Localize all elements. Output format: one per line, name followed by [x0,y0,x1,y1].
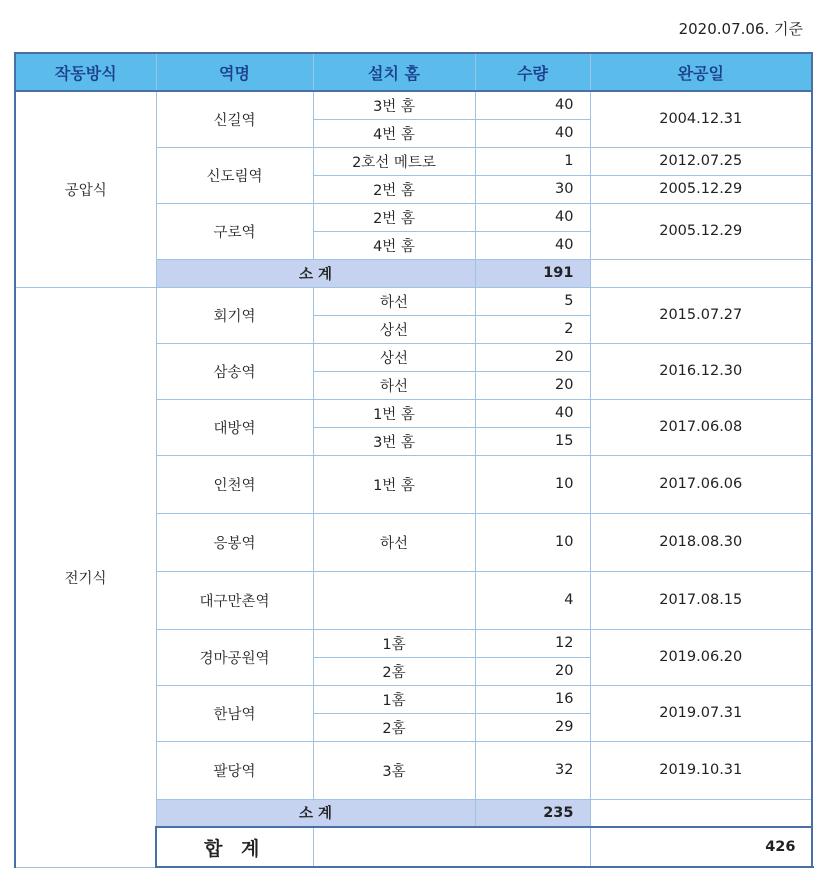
platform-cell: 2호선 메트로 [313,147,475,175]
quantity-cell: 15 [475,427,590,455]
date-cell: 2019.07.31 [590,685,812,741]
quantity-cell: 29 [475,713,590,741]
date-cell: 2017.08.15 [590,571,812,629]
installation-table [14,52,813,868]
station-name: 대방역 [156,399,313,455]
date-cell: 2005.12.29 [590,175,812,203]
platform-cell: 1홈 [313,629,475,657]
subtotal-empty-cell [590,799,812,827]
station-name: 인천역 [156,455,313,513]
header-platform: 설치 홈 [313,53,475,91]
quantity-cell: 10 [475,513,590,571]
station-name: 신길역 [156,91,313,147]
quantity-cell: 5 [475,287,590,315]
platform-cell: 하선 [313,513,475,571]
platform-cell: 2번 홈 [313,175,475,203]
date-cell: 2005.12.29 [590,203,812,259]
station-name: 경마공원역 [156,629,313,685]
platform-cell: 2번 홈 [313,203,475,231]
platform-cell: 하선 [313,371,475,399]
quantity-cell: 20 [475,657,590,685]
quantity-cell: 40 [475,231,590,259]
station-name: 한남역 [156,685,313,741]
platform-cell: 1번 홈 [313,399,475,427]
quantity-cell: 4 [475,571,590,629]
reference-date: 2020.07.06. 기준 [678,20,803,38]
quantity-cell: 32 [475,741,590,799]
station-name: 회기역 [156,287,313,343]
subtotal-empty-cell [590,259,812,287]
date-cell: 2016.12.30 [590,343,812,399]
quantity-cell: 40 [475,91,590,119]
header-method: 작동방식 [15,53,156,91]
subtotal-value: 191 [475,259,590,287]
platform-cell: 4번 홈 [313,231,475,259]
quantity-cell: 20 [475,343,590,371]
header-completion-date: 완공일 [590,53,812,91]
platform-cell: 상선 [313,343,475,371]
station-name: 신도림역 [156,147,313,203]
table-row [15,287,812,315]
date-cell: 2012.07.25 [590,147,812,175]
platform-cell: 3번 홈 [313,427,475,455]
platform-cell: 3홈 [313,741,475,799]
platform-cell: 상선 [313,315,475,343]
total-empty-cell [313,827,590,867]
station-name: 대구만촌역 [156,571,313,629]
table-row [15,91,812,119]
station-name: 삼송역 [156,343,313,399]
subtotal-label: 소 계 [156,799,475,827]
platform-cell: 1홈 [313,685,475,713]
platform-cell: 4번 홈 [313,119,475,147]
quantity-cell: 12 [475,629,590,657]
quantity-cell: 40 [475,399,590,427]
quantity-cell: 1 [475,147,590,175]
platform-cell: 1번 홈 [313,455,475,513]
date-cell: 2018.08.30 [590,513,812,571]
date-cell: 2004.12.31 [590,91,812,147]
subtotal-value: 235 [475,799,590,827]
platform-cell: 하선 [313,287,475,315]
header-quantity: 수량 [475,53,590,91]
quantity-cell: 2 [475,315,590,343]
station-name: 팔당역 [156,741,313,799]
platform-cell [313,571,475,629]
quantity-cell: 16 [475,685,590,713]
method-electric: 전기식 [15,287,156,867]
total-value: 426 [590,827,812,867]
date-cell: 2017.06.08 [590,399,812,455]
date-cell: 2019.06.20 [590,629,812,685]
date-cell: 2019.10.31 [590,741,812,799]
header-station: 역명 [156,53,313,91]
quantity-cell: 40 [475,203,590,231]
method-pneumatic: 공압식 [15,91,156,287]
total-label: 합 계 [156,827,313,867]
date-cell: 2017.06.06 [590,455,812,513]
quantity-cell: 40 [475,119,590,147]
quantity-cell: 10 [475,455,590,513]
station-name: 응봉역 [156,513,313,571]
quantity-cell: 20 [475,371,590,399]
quantity-cell: 30 [475,175,590,203]
platform-cell: 2홈 [313,713,475,741]
date-cell: 2015.07.27 [590,287,812,343]
station-name: 구로역 [156,203,313,259]
header-row [15,53,812,91]
subtotal-label: 소 계 [156,259,475,287]
platform-cell: 2홈 [313,657,475,685]
platform-cell: 3번 홈 [313,91,475,119]
